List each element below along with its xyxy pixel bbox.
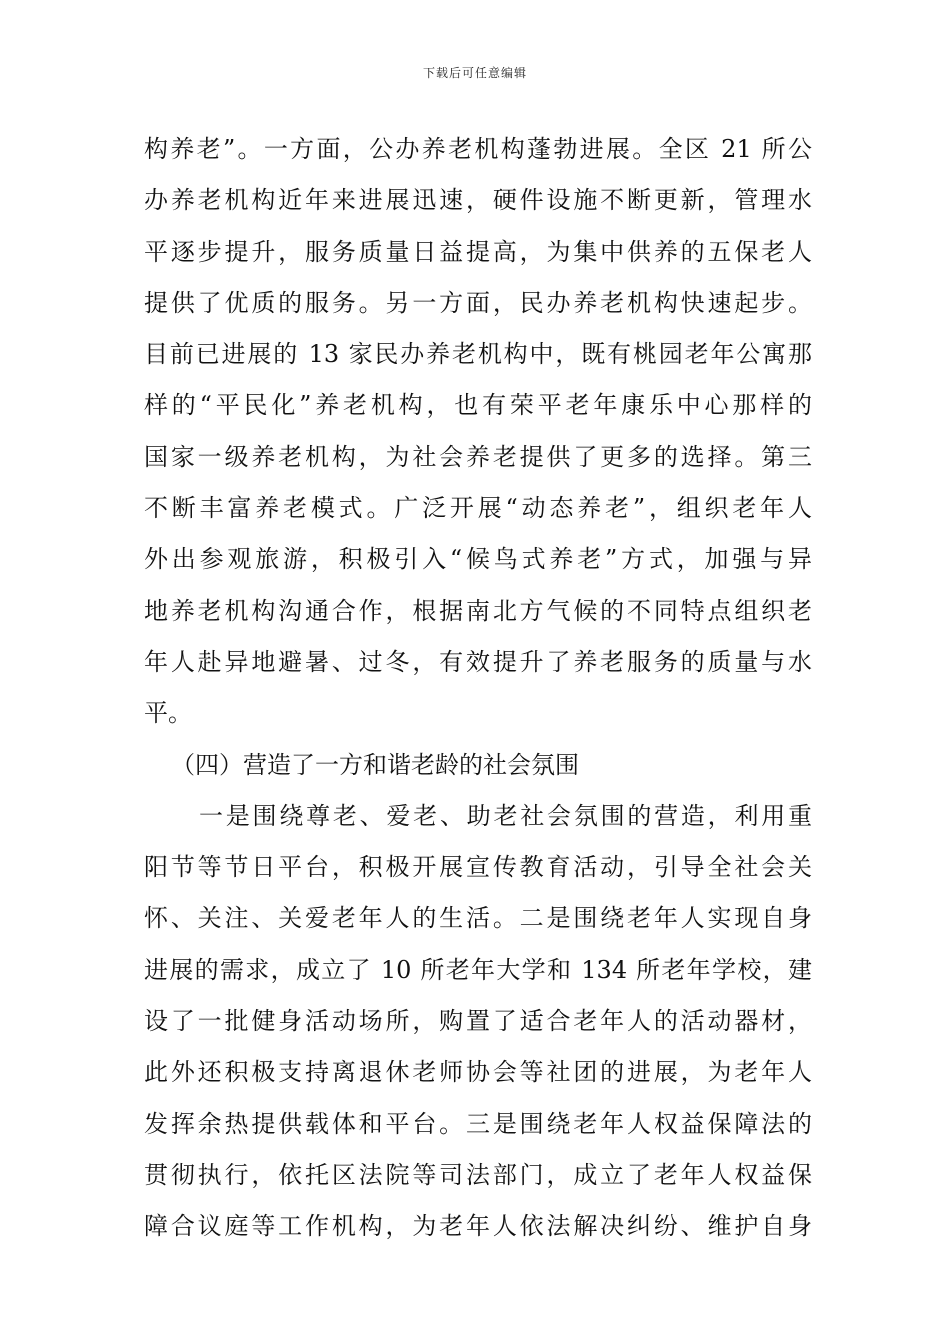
text-line: 平逐步提升，服务质量日益提高，为集中供养的五保老人 (144, 237, 812, 266)
text-line: 目前已进展的 13 家民办养老机构中，既有桃园老年公寓那 (144, 340, 812, 369)
text-line: 地养老机构沟通合作，根据南北方气候的不同特点组织老 (144, 596, 812, 625)
text-line: 平。 (144, 699, 192, 728)
text-line: 年人赴异地避暑、过冬，有效提升了养老服务的质量与水 (144, 647, 812, 676)
text-line: 设了一批健身活动场所，购置了适合老年人的活动器材， (144, 1007, 812, 1036)
text-line: 提供了优质的服务。另一方面，民办养老机构快速起步。 (144, 288, 812, 317)
text-line: 办养老机构近年来进展迅速，硬件设施不断更新，管理水 (144, 186, 812, 215)
text-line: 怀、关注、关爱老年人的生活。二是围绕老年人实现自身 (144, 904, 812, 933)
text-line: 外出参观旅游，积极引入“候鸟式养老”方式，加强与异 (144, 545, 812, 574)
body-text (144, 124, 812, 1253)
text-line: 发挥余热提供载体和平台。三是围绕老年人权益保障法的 (144, 1109, 812, 1138)
text-line: 此外还积极支持离退休老师协会等社团的进展，为老年人 (144, 1058, 812, 1087)
text-line: 障合议庭等工作机构，为老年人依法解决纠纷、维护自身 (144, 1212, 812, 1241)
text-line: 不断丰富养老模式。广泛开展“动态养老”，组织老年人 (144, 494, 812, 523)
text-line: 构养老”。一方面，公办养老机构蓬勃进展。全区 21 所公 (144, 135, 812, 163)
text-line: 一是围绕尊老、爱老、助老社会氛围的营造，利用重 (199, 801, 812, 830)
text-line: 国家一级养老机构，为社会养老提供了更多的选择。第三 (144, 442, 812, 471)
section-heading: （四）营造了一方和谐老龄的社会氛围 (171, 750, 579, 779)
text-line: 阳节等节日平台，积极开展宣传教育活动，引导全社会关 (144, 853, 812, 882)
header-note: 下载后可任意编辑 (422, 66, 527, 80)
text-line: 样的“平民化”养老机构，也有荣平老年康乐中心那样的 (144, 391, 812, 420)
text-line: 进展的需求，成立了 10 所老年大学和 134 所老年学校，建 (144, 955, 812, 984)
text-line: 贯彻执行，依托区法院等司法部门，成立了老年人权益保 (144, 1160, 812, 1189)
